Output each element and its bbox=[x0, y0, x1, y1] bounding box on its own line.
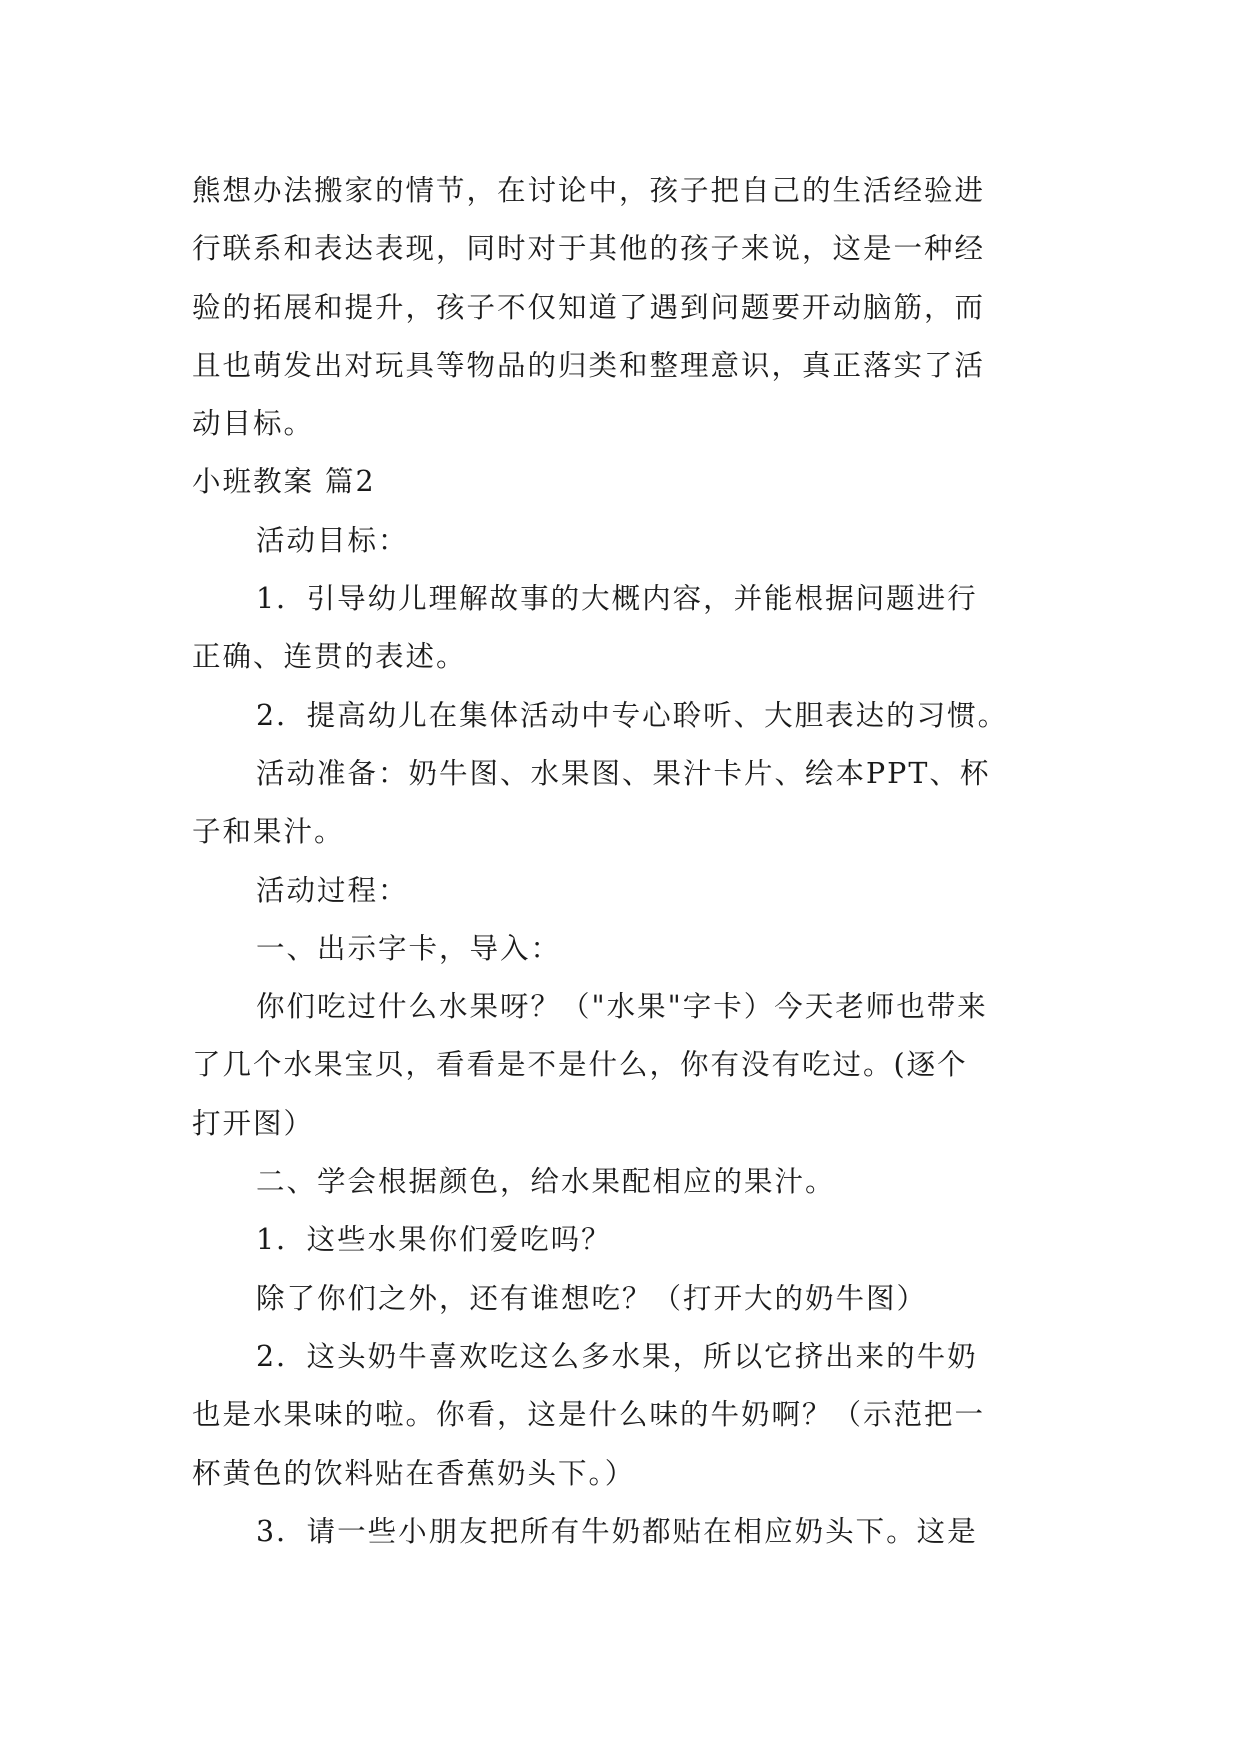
text-line: 行联系和表达表现，同时对于其他的孩子来说，这是一种经 bbox=[192, 232, 986, 266]
text-line: 也是水果味的啦。你看，这是什么味的牛奶啊？（示范把一 bbox=[192, 1398, 986, 1432]
text-line: 打开图） bbox=[192, 1106, 315, 1140]
text-line: 熊想办法搬家的情节，在讨论中，孩子把自己的生活经验进 bbox=[192, 174, 986, 207]
text-line: 2．这头奶牛喜欢吃这么多水果，所以它挤出来的牛奶 bbox=[256, 1339, 978, 1373]
text-line: 除了你们之外，还有谁想吃？（打开大的奶牛图） bbox=[256, 1281, 928, 1315]
text-line: 一、出示字卡，导入： bbox=[256, 931, 562, 965]
text-line: 小班教案 篇2 bbox=[192, 465, 376, 499]
text-line: 验的拓展和提升，孩子不仅知道了遇到问题要开动脑筋，而 bbox=[192, 290, 986, 324]
text-line: 活动准备：奶牛图、水果图、果汁卡片、绘本PPT、杯 bbox=[256, 756, 991, 790]
text-line: 活动过程： bbox=[256, 873, 409, 907]
document-body bbox=[192, 162, 1054, 1561]
text-line: 2．提高幼儿在集体活动中专心聆听、大胆表达的习惯。 bbox=[256, 698, 1009, 732]
text-line: 杯黄色的饮料贴在香蕉奶头下。） bbox=[192, 1456, 636, 1490]
text-line: 子和果汁。 bbox=[192, 815, 345, 849]
text-line: 正确、连贯的表述。 bbox=[192, 640, 467, 674]
text-line: 3．请一些小朋友把所有牛奶都贴在相应奶头下。这是 bbox=[256, 1514, 978, 1548]
text-line: 活动目标： bbox=[256, 523, 409, 557]
text-line: 二、学会根据颜色，给水果配相应的果汁。 bbox=[256, 1165, 836, 1199]
text-line: 动目标。 bbox=[192, 407, 315, 441]
text-line: 且也萌发出对玩具等物品的归类和整理意识，真正落实了活 bbox=[192, 348, 986, 382]
text-line: 1．引导幼儿理解故事的大概内容，并能根据问题进行 bbox=[256, 582, 978, 616]
text-line: 1．这些水果你们爱吃吗？ bbox=[256, 1223, 612, 1257]
text-line: 了几个水果宝贝，看看是不是什么，你有没有吃过。(逐个 bbox=[192, 1048, 968, 1082]
text-line: 你们吃过什么水果呀？（"水果"字卡）今天老师也带来 bbox=[256, 990, 988, 1024]
